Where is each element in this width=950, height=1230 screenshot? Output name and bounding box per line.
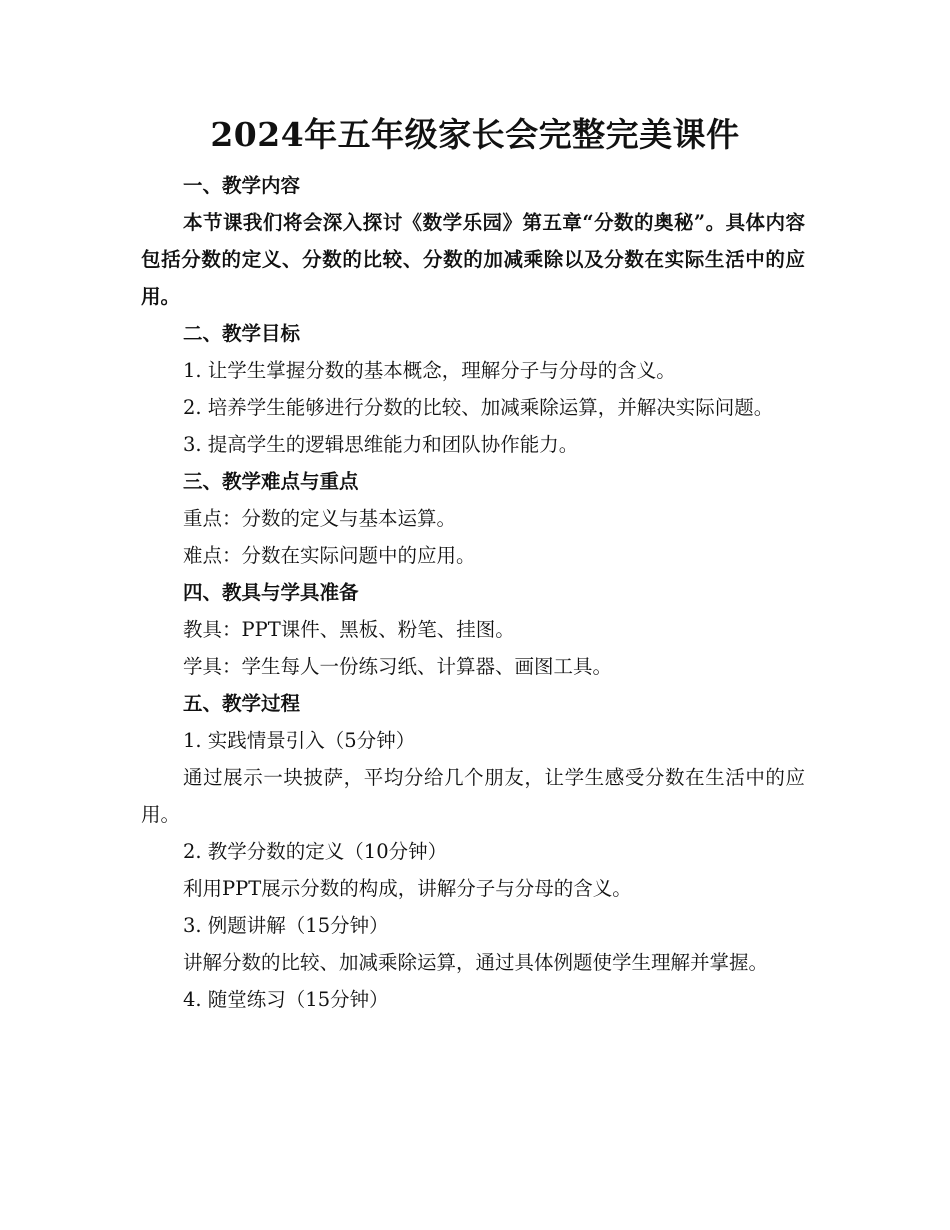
process-step-1-title: 1. 实践情景引入（5分钟） <box>183 729 416 752</box>
key-point-difficulty: 难点：分数在实际问题中的应用。 <box>183 544 476 567</box>
document-title: 2024年五年级家长会完整完美课件 <box>210 115 740 154</box>
process-step-2-text: 利用PPT展示分数的构成，讲解分子与分母的含义。 <box>183 877 632 900</box>
section-heading-process: 五、教学过程 <box>183 692 301 715</box>
materials-teacher: 教具：PPT课件、黑板、粉笔、挂图。 <box>183 618 515 641</box>
materials-student: 学具：学生每人一份练习纸、计算器、画图工具。 <box>183 655 613 678</box>
section-heading-goals: 二、教学目标 <box>183 322 301 345</box>
key-point-focus: 重点：分数的定义与基本运算。 <box>183 507 457 530</box>
document-body <box>141 167 805 1018</box>
process-step-2-title: 2. 教学分数的定义（10分钟） <box>183 840 448 863</box>
goal-item-3: 3. 提高学生的逻辑思维能力和团队协作能力。 <box>183 433 579 456</box>
process-step-1-text: 通过展示一块披萨，平均分给几个朋友，让学生感受分数在生活中的应用。 <box>141 766 805 826</box>
process-step-4-title: 4. 随堂练习（15分钟） <box>183 988 389 1011</box>
goal-item-1: 1. 让学生掌握分数的基本概念，理解分子与分母的含义。 <box>183 359 676 382</box>
process-step-3-text: 讲解分数的比较、加减乘除运算，通过具体例题使学生理解并掌握。 <box>183 951 769 974</box>
section-heading-content: 一、教学内容 <box>183 174 301 197</box>
content-paragraph: 本节课我们将会深入探讨《数学乐园》第五章“分数的奥秘”。具体内容包括分数的定义、分数的比较、分数的加减乘除以及分数在实际生活中的应用。 <box>141 211 805 308</box>
process-step-3-title: 3. 例题讲解（15分钟） <box>183 914 389 937</box>
goal-item-2: 2. 培养学生能够进行分数的比较、加减乘除运算，并解决实际问题。 <box>183 396 774 419</box>
section-heading-materials: 四、教具与学具准备 <box>183 581 359 604</box>
section-heading-key-points: 三、教学难点与重点 <box>183 470 359 493</box>
